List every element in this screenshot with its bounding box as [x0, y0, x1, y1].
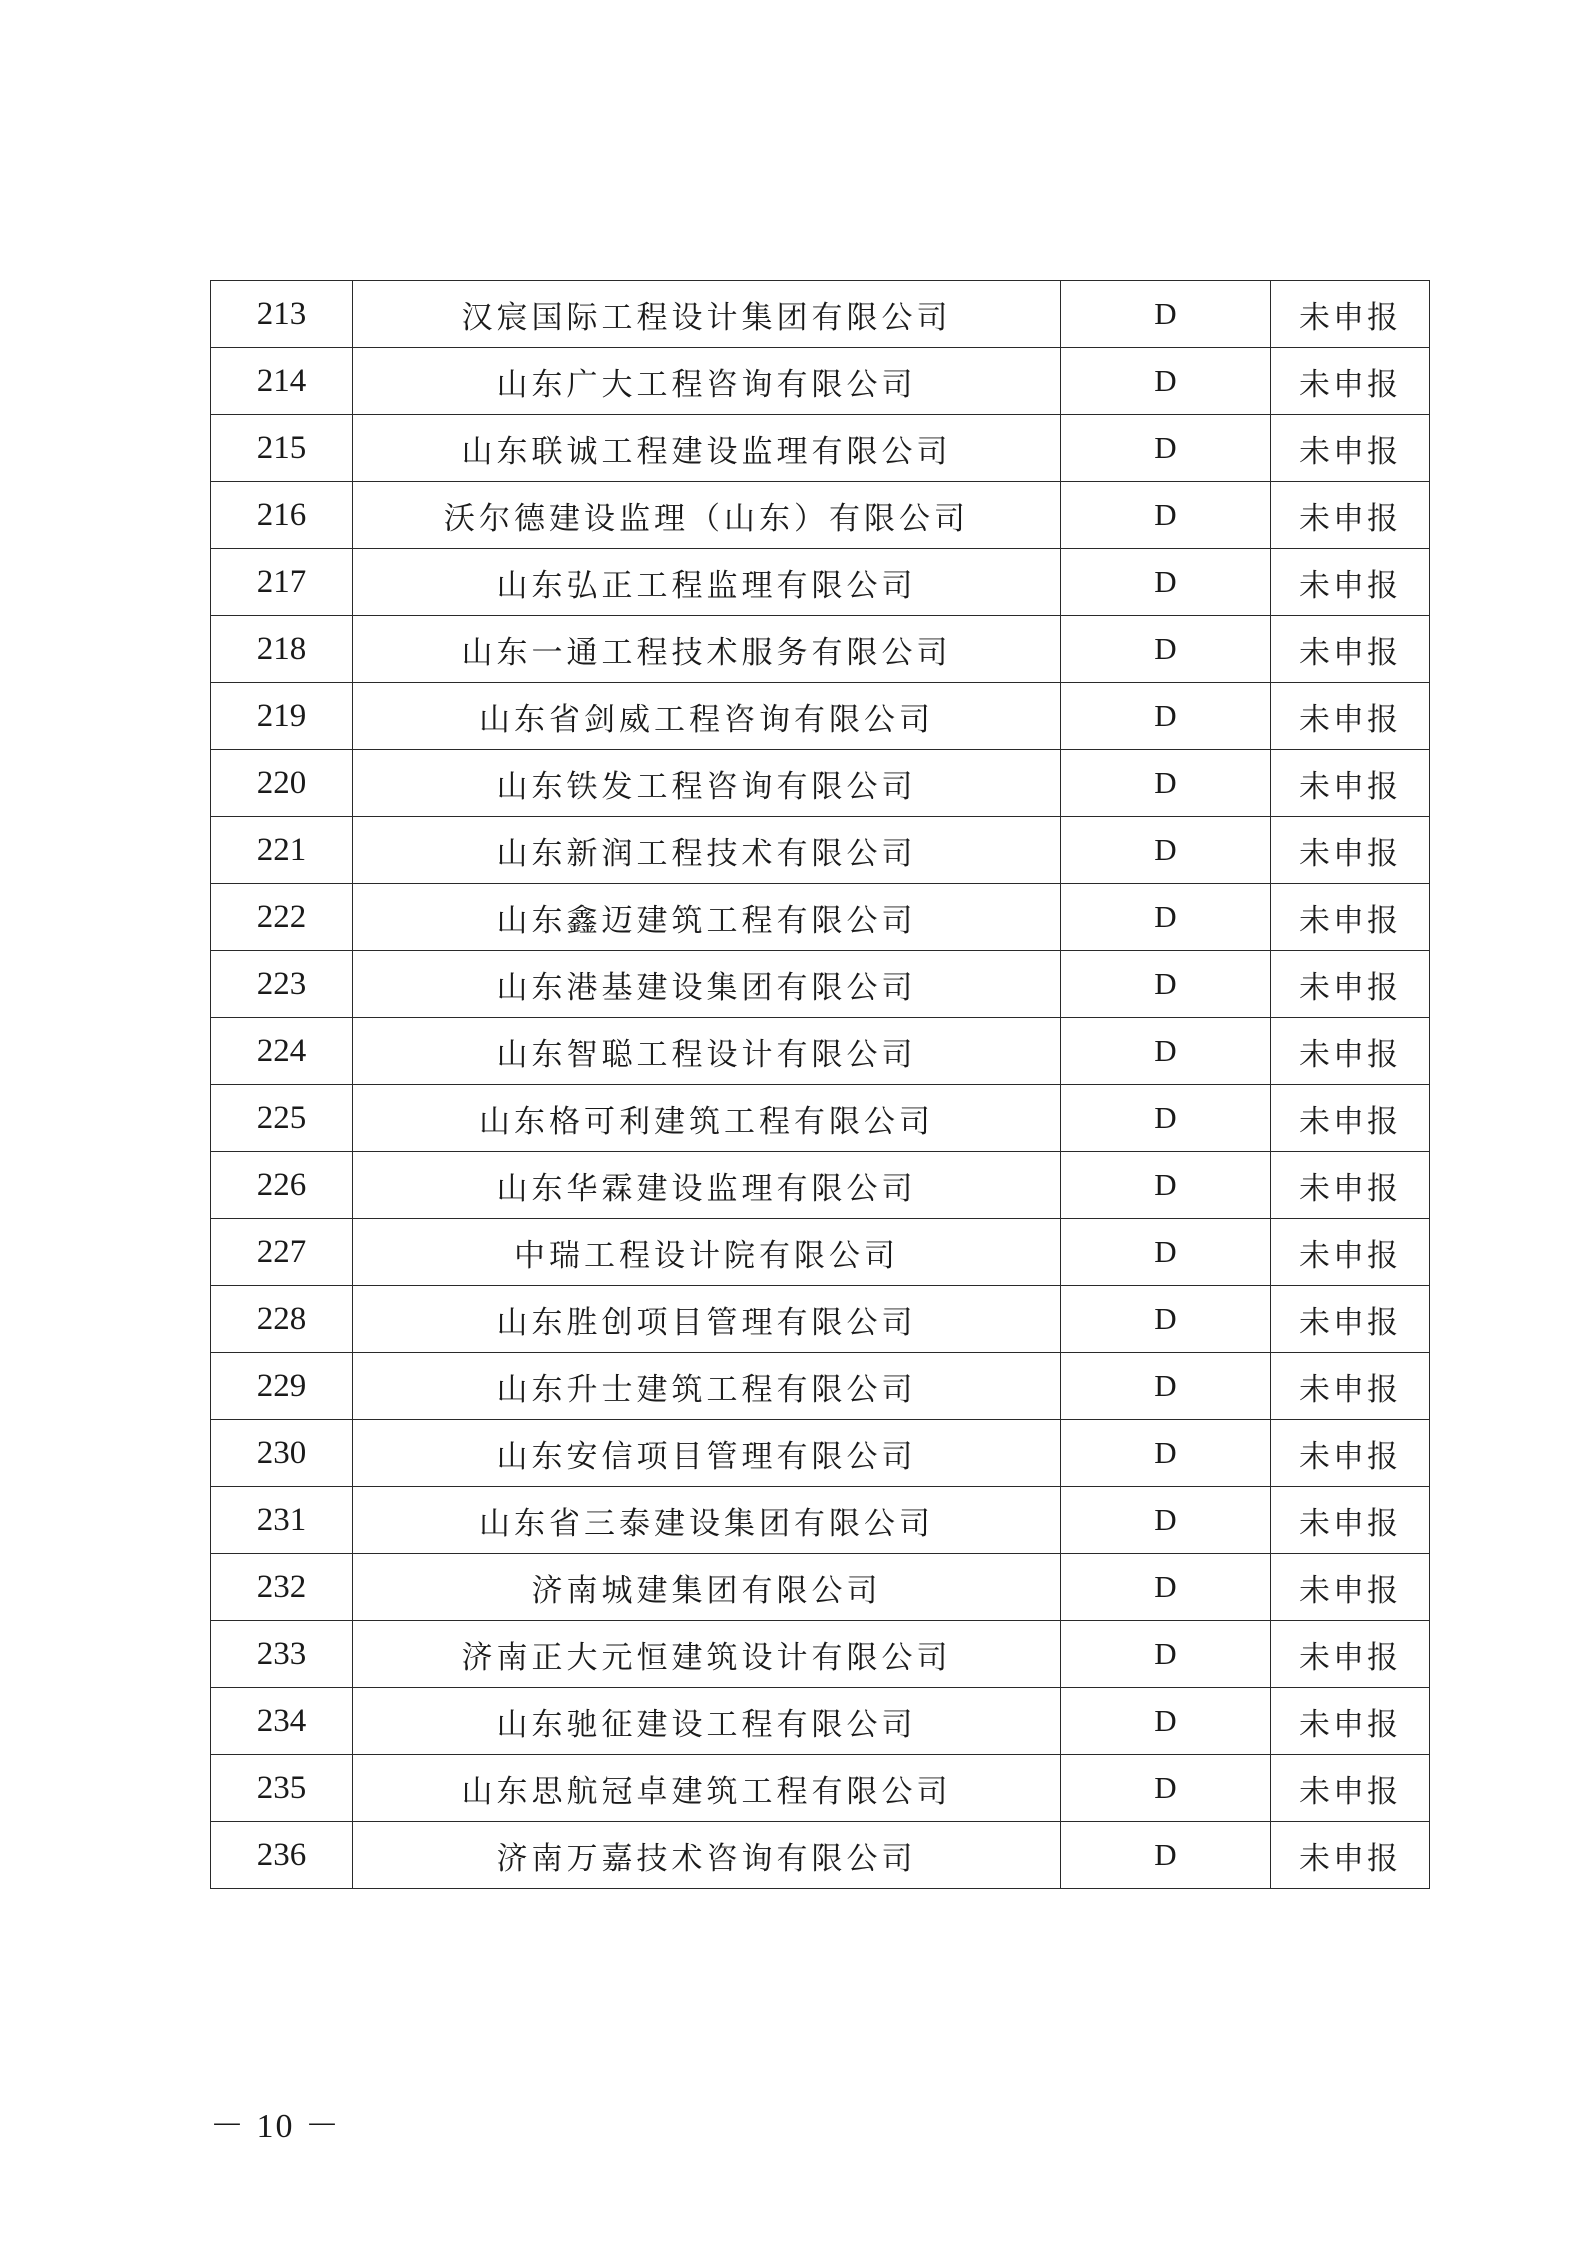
report-status: 未申报	[1271, 1420, 1430, 1487]
row-number: 214	[211, 348, 353, 415]
credit-grade: D	[1061, 750, 1271, 817]
credit-grade: D	[1061, 482, 1271, 549]
report-status: 未申报	[1271, 1822, 1430, 1889]
row-number: 223	[211, 951, 353, 1018]
table-row	[211, 1152, 1430, 1219]
report-status: 未申报	[1271, 1219, 1430, 1286]
row-number: 221	[211, 817, 353, 884]
table-row	[211, 1554, 1430, 1621]
credit-grade: D	[1061, 549, 1271, 616]
report-status: 未申报	[1271, 1755, 1430, 1822]
report-status: 未申报	[1271, 1688, 1430, 1755]
company-name: 山东港基建设集团有限公司	[353, 951, 1061, 1018]
company-name: 山东格可利建筑工程有限公司	[353, 1085, 1061, 1152]
report-status: 未申报	[1271, 683, 1430, 750]
table-row	[211, 1822, 1430, 1889]
table-row	[211, 1688, 1430, 1755]
report-status: 未申报	[1271, 1487, 1430, 1554]
company-name: 山东智聪工程设计有限公司	[353, 1018, 1061, 1085]
company-name: 山东联诚工程建设监理有限公司	[353, 415, 1061, 482]
credit-grade: D	[1061, 1487, 1271, 1554]
row-number: 215	[211, 415, 353, 482]
report-status: 未申报	[1271, 1621, 1430, 1688]
row-number: 225	[211, 1085, 353, 1152]
row-number: 228	[211, 1286, 353, 1353]
company-name: 济南正大元恒建筑设计有限公司	[353, 1621, 1061, 1688]
company-name: 山东华霖建设监理有限公司	[353, 1152, 1061, 1219]
table-row	[211, 683, 1430, 750]
report-status: 未申报	[1271, 482, 1430, 549]
report-status: 未申报	[1271, 1286, 1430, 1353]
row-number: 234	[211, 1688, 353, 1755]
credit-grade: D	[1061, 616, 1271, 683]
company-name: 中瑞工程设计院有限公司	[353, 1219, 1061, 1286]
row-number: 220	[211, 750, 353, 817]
credit-grade: D	[1061, 1353, 1271, 1420]
report-status: 未申报	[1271, 817, 1430, 884]
table-row	[211, 1085, 1430, 1152]
report-status: 未申报	[1271, 348, 1430, 415]
company-name: 山东思航冠卓建筑工程有限公司	[353, 1755, 1061, 1822]
table-row	[211, 750, 1430, 817]
company-name: 沃尔德建设监理（山东）有限公司	[353, 482, 1061, 549]
row-number: 224	[211, 1018, 353, 1085]
credit-grade: D	[1061, 1621, 1271, 1688]
company-name: 济南城建集团有限公司	[353, 1554, 1061, 1621]
credit-grade: D	[1061, 817, 1271, 884]
company-table	[210, 280, 1430, 1889]
company-name: 山东弘正工程监理有限公司	[353, 549, 1061, 616]
credit-grade: D	[1061, 1085, 1271, 1152]
company-table-body	[211, 281, 1430, 1889]
report-status: 未申报	[1271, 415, 1430, 482]
table-row	[211, 616, 1430, 683]
credit-grade: D	[1061, 1018, 1271, 1085]
table-row	[211, 884, 1430, 951]
credit-grade: D	[1061, 1286, 1271, 1353]
table-row	[211, 1286, 1430, 1353]
row-number: 227	[211, 1219, 353, 1286]
company-name: 山东省三泰建设集团有限公司	[353, 1487, 1061, 1554]
report-status: 未申报	[1271, 884, 1430, 951]
credit-grade: D	[1061, 1688, 1271, 1755]
company-name: 山东安信项目管理有限公司	[353, 1420, 1061, 1487]
company-name: 山东驰征建设工程有限公司	[353, 1688, 1061, 1755]
table-row	[211, 415, 1430, 482]
credit-grade: D	[1061, 1554, 1271, 1621]
table-row	[211, 549, 1430, 616]
credit-grade: D	[1061, 884, 1271, 951]
company-name: 山东新润工程技术有限公司	[353, 817, 1061, 884]
table-row	[211, 1353, 1430, 1420]
table-row	[211, 1219, 1430, 1286]
credit-grade: D	[1061, 683, 1271, 750]
credit-grade: D	[1061, 1755, 1271, 1822]
row-number: 216	[211, 482, 353, 549]
credit-grade: D	[1061, 348, 1271, 415]
company-name: 山东广大工程咨询有限公司	[353, 348, 1061, 415]
company-name: 山东铁发工程咨询有限公司	[353, 750, 1061, 817]
report-status: 未申报	[1271, 1018, 1430, 1085]
credit-grade: D	[1061, 281, 1271, 348]
row-number: 233	[211, 1621, 353, 1688]
report-status: 未申报	[1271, 281, 1430, 348]
company-name: 山东升士建筑工程有限公司	[353, 1353, 1061, 1420]
credit-grade: D	[1061, 1420, 1271, 1487]
row-number: 222	[211, 884, 353, 951]
row-number: 213	[211, 281, 353, 348]
report-status: 未申报	[1271, 951, 1430, 1018]
credit-grade: D	[1061, 1219, 1271, 1286]
row-number: 217	[211, 549, 353, 616]
credit-grade: D	[1061, 951, 1271, 1018]
company-name: 山东胜创项目管理有限公司	[353, 1286, 1061, 1353]
credit-grade: D	[1061, 1822, 1271, 1889]
table-row	[211, 951, 1430, 1018]
table-row	[211, 1420, 1430, 1487]
table-row	[211, 1018, 1430, 1085]
report-status: 未申报	[1271, 1353, 1430, 1420]
page-number: － 10 －	[210, 2108, 341, 2145]
table-row	[211, 1621, 1430, 1688]
company-name: 济南万嘉技术咨询有限公司	[353, 1822, 1061, 1889]
row-number: 219	[211, 683, 353, 750]
row-number: 231	[211, 1487, 353, 1554]
credit-grade: D	[1061, 415, 1271, 482]
row-number: 236	[211, 1822, 353, 1889]
table-row	[211, 348, 1430, 415]
table-row	[211, 482, 1430, 549]
report-status: 未申报	[1271, 616, 1430, 683]
table-row	[211, 817, 1430, 884]
row-number: 232	[211, 1554, 353, 1621]
table-row	[211, 281, 1430, 348]
credit-grade: D	[1061, 1152, 1271, 1219]
report-status: 未申报	[1271, 1554, 1430, 1621]
company-name: 汉宸国际工程设计集团有限公司	[353, 281, 1061, 348]
row-number: 229	[211, 1353, 353, 1420]
company-name: 山东省剑威工程咨询有限公司	[353, 683, 1061, 750]
report-status: 未申报	[1271, 1152, 1430, 1219]
report-status: 未申报	[1271, 750, 1430, 817]
report-status: 未申报	[1271, 1085, 1430, 1152]
table-row	[211, 1487, 1430, 1554]
company-name: 山东一通工程技术服务有限公司	[353, 616, 1061, 683]
row-number: 218	[211, 616, 353, 683]
row-number: 230	[211, 1420, 353, 1487]
company-name: 山东鑫迈建筑工程有限公司	[353, 884, 1061, 951]
report-status: 未申报	[1271, 549, 1430, 616]
row-number: 235	[211, 1755, 353, 1822]
row-number: 226	[211, 1152, 353, 1219]
table-row	[211, 1755, 1430, 1822]
